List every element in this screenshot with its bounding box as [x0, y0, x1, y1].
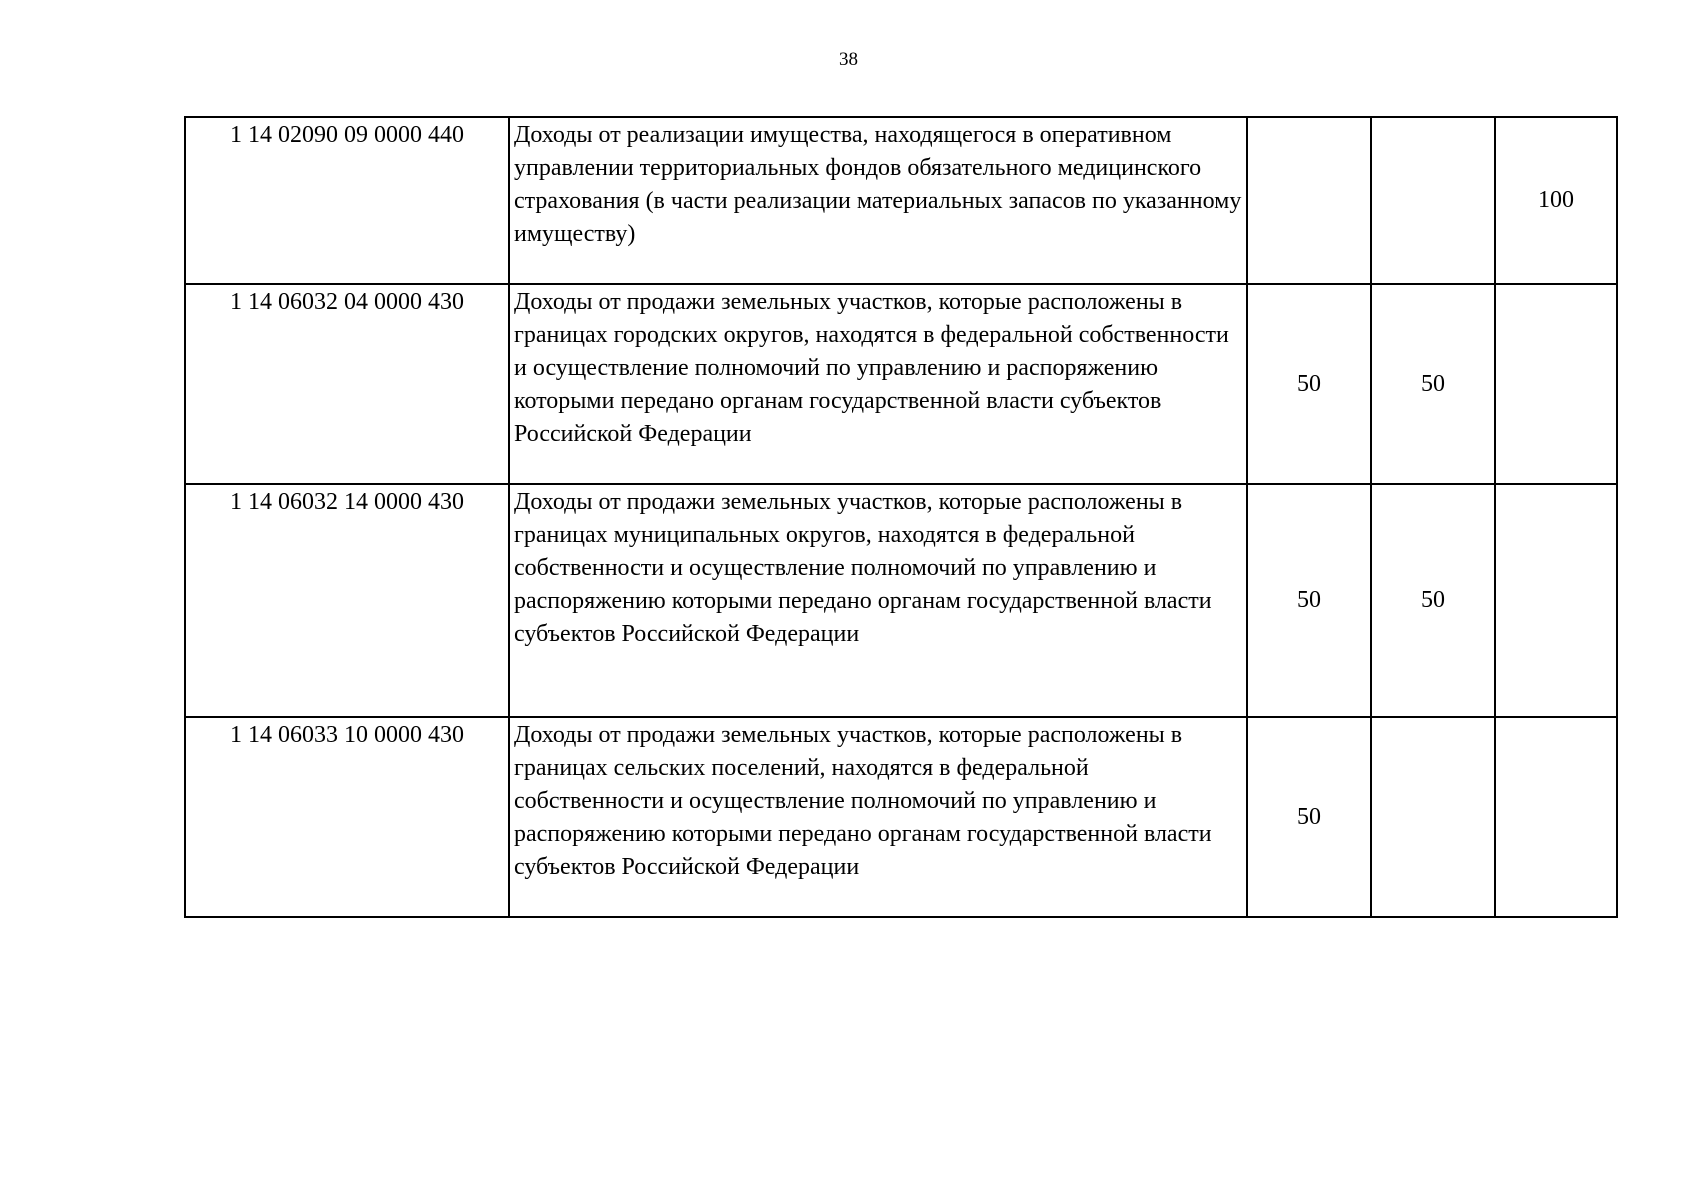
table-row [185, 284, 1617, 484]
revenue-code-cell: 1 14 06032 14 0000 430 [185, 484, 509, 717]
share-cell-3: 100 [1495, 117, 1617, 284]
table-row [185, 717, 1617, 917]
table-row [185, 484, 1617, 717]
share-cell-1: 50 [1247, 717, 1371, 917]
share-cell-2: 50 [1371, 484, 1495, 717]
share-cell-3 [1495, 717, 1617, 917]
share-cell-2 [1371, 117, 1495, 284]
revenue-code-cell: 1 14 06032 04 0000 430 [185, 284, 509, 484]
revenue-code-cell: 1 14 02090 09 0000 440 [185, 117, 509, 284]
table-row [185, 117, 1617, 284]
revenue-description-cell: Доходы от продажи земельных участков, которые расположены в границах городских округов, находятся в федеральной собственности и осуществление полномочий по управлению и распоряжению которыми передано органам государственной власти субъектов Российской Федерации [509, 284, 1247, 484]
revenue-description-cell: Доходы от реализации имущества, находящегося в оперативном управлении территориальных фондов обязательного медицинского страхования (в части реализации материальных запасов по указанному имуществу) [509, 117, 1247, 284]
share-cell-3 [1495, 284, 1617, 484]
revenue-description-cell: Доходы от продажи земельных участков, которые расположены в границах муниципальных округов, находятся в федеральной собственности и осуществление полномочий по управлению и распоряжению которыми передано органам государственной власти субъектов Российской Федерации [509, 484, 1247, 717]
share-cell-3 [1495, 484, 1617, 717]
revenue-distribution-table [184, 116, 1618, 918]
share-cell-2 [1371, 717, 1495, 917]
revenue-code-cell: 1 14 06033 10 0000 430 [185, 717, 509, 917]
share-cell-1: 50 [1247, 484, 1371, 717]
page-number: 38 [839, 49, 858, 70]
share-cell-1: 50 [1247, 284, 1371, 484]
revenue-description-cell: Доходы от продажи земельных участков, которые расположены в границах сельских поселений, находятся в федеральной собственности и осуществление полномочий по управлению и распоряжению которыми передано органам государственной власти субъектов Российской Федерации [509, 717, 1247, 917]
share-cell-2: 50 [1371, 284, 1495, 484]
share-cell-1 [1247, 117, 1371, 284]
